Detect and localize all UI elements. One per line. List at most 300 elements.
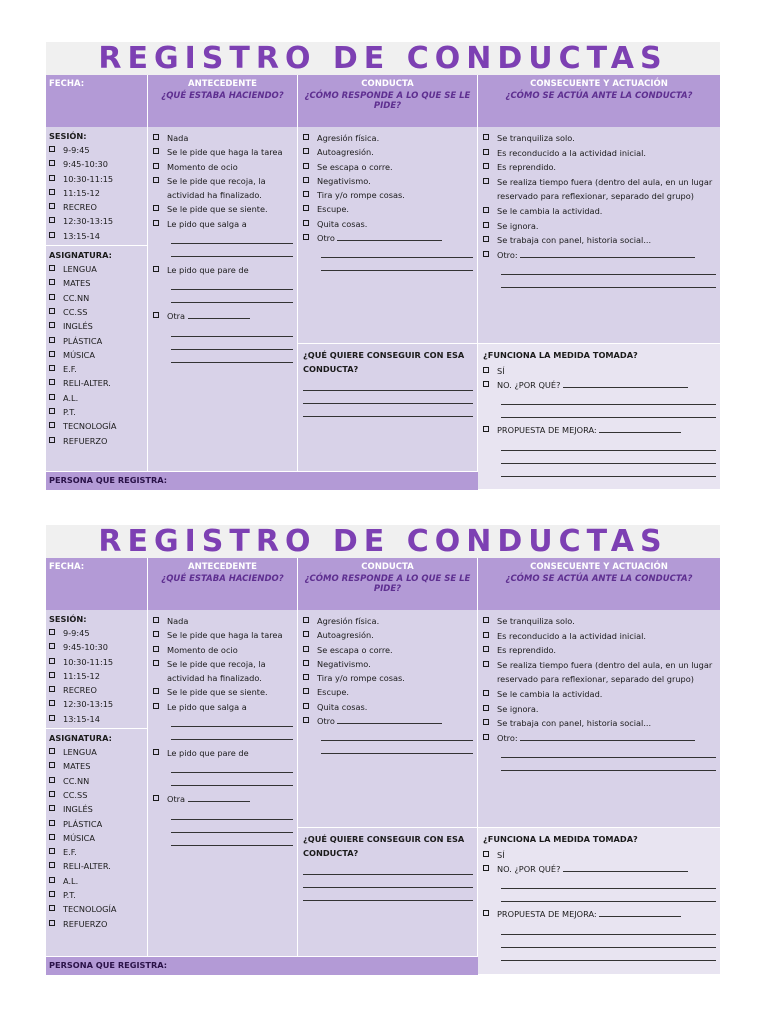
checkbox-row[interactable]	[49, 305, 144, 319]
checkbox[interactable]	[49, 308, 55, 314]
checkbox-row[interactable]	[303, 217, 473, 231]
checkbox-row[interactable]	[153, 657, 293, 686]
checkbox[interactable]	[483, 149, 489, 155]
write-line[interactable]	[321, 258, 473, 271]
write-line[interactable]	[501, 392, 716, 405]
checkbox[interactable]	[49, 715, 55, 721]
checkbox-row[interactable]	[483, 175, 716, 204]
checkbox[interactable]	[49, 905, 55, 911]
medida-cell	[478, 828, 720, 975]
consecuente-column	[478, 610, 720, 828]
checkbox[interactable]	[49, 189, 55, 195]
checkbox[interactable]	[153, 134, 159, 140]
checkbox[interactable]	[483, 632, 489, 638]
option-label: 12:30-13:15	[63, 216, 114, 227]
checkbox[interactable]	[49, 232, 55, 238]
checkbox-row[interactable]	[49, 831, 144, 845]
checkbox[interactable]	[49, 322, 55, 328]
option-label: CC.NN	[63, 775, 90, 786]
checkbox-row[interactable]	[483, 614, 716, 629]
checkbox-row[interactable]	[49, 712, 144, 726]
checkbox[interactable]	[483, 426, 489, 432]
write-line[interactable]	[171, 350, 293, 363]
write-line[interactable]	[501, 935, 716, 948]
checkbox[interactable]	[483, 178, 489, 184]
checkbox[interactable]	[153, 220, 159, 226]
form-grid	[46, 75, 720, 490]
checkbox-row[interactable]	[49, 434, 144, 448]
checkbox[interactable]	[49, 658, 55, 664]
option-label: PLÁSTICA	[63, 335, 103, 346]
write-line[interactable]	[171, 807, 293, 820]
option-label: Se escapa o corre.	[317, 644, 393, 655]
write-line[interactable]	[501, 438, 716, 451]
checkbox-row[interactable]	[49, 888, 144, 902]
write-line[interactable]	[303, 862, 473, 875]
checkbox[interactable]	[49, 422, 55, 428]
write-line[interactable]	[337, 715, 442, 724]
checkbox[interactable]	[303, 163, 309, 169]
consecuente-title: CONSECUENTE Y ACTUACIÓN	[530, 562, 668, 572]
checkbox-row[interactable]	[483, 364, 716, 378]
checkbox-row[interactable]	[153, 685, 293, 699]
option-label: REFUERZO	[63, 435, 108, 446]
option-label: Se le pide que haga la tarea	[167, 630, 283, 641]
checkbox[interactable]	[49, 146, 55, 152]
checkbox-row[interactable]	[153, 145, 293, 159]
write-line[interactable]	[501, 745, 716, 758]
checkbox-row[interactable]	[153, 792, 293, 806]
write-line[interactable]	[520, 249, 695, 258]
write-line[interactable]	[171, 277, 293, 290]
checkbox[interactable]	[483, 251, 489, 257]
checkbox[interactable]	[483, 719, 489, 725]
checkbox-row[interactable]	[49, 802, 144, 816]
checkbox-row[interactable]	[153, 643, 293, 657]
checkbox[interactable]	[303, 220, 309, 226]
checkbox[interactable]	[303, 674, 309, 680]
option-label: Otra	[167, 311, 186, 322]
option-label: Autoagresión.	[317, 147, 374, 158]
checkbox[interactable]	[49, 791, 55, 797]
checkbox[interactable]	[303, 148, 309, 154]
checkbox[interactable]	[153, 795, 159, 801]
write-line[interactable]	[501, 948, 716, 961]
form-title: REGISTRO DE CONDUCTAS	[46, 42, 720, 75]
write-line[interactable]	[171, 290, 293, 303]
checkbox-row[interactable]	[303, 231, 473, 245]
checkbox[interactable]	[153, 177, 159, 183]
checkbox-row[interactable]	[49, 788, 144, 802]
checkbox-row[interactable]	[49, 874, 144, 888]
option-label: Autoagresión.	[317, 630, 374, 641]
option-label: 9:45-10:30	[63, 642, 108, 653]
checkbox-row[interactable]	[153, 309, 293, 323]
persona-registra-label[interactable]: PERSONA QUE REGISTRA:	[46, 957, 478, 975]
checkbox-row[interactable]	[303, 628, 473, 642]
write-line[interactable]	[171, 231, 293, 244]
checkbox-row[interactable]	[49, 172, 144, 186]
checkbox[interactable]	[303, 205, 309, 211]
checkbox[interactable]	[49, 629, 55, 635]
checkbox[interactable]	[49, 805, 55, 811]
checkbox-row[interactable]	[303, 160, 473, 174]
write-line[interactable]	[563, 379, 688, 388]
write-line[interactable]	[188, 310, 250, 319]
write-line[interactable]	[171, 244, 293, 257]
checkbox-row[interactable]	[303, 614, 473, 628]
option-label: MATES	[63, 278, 91, 289]
checkbox-row[interactable]	[49, 774, 144, 788]
option-label: INGLÉS	[63, 804, 93, 815]
option-label: Negativismo.	[317, 658, 371, 669]
option-label: NO. ¿POR QUÉ?	[497, 863, 561, 874]
checkbox-row[interactable]	[153, 202, 293, 216]
write-line[interactable]	[501, 275, 716, 288]
checkbox-row[interactable]	[49, 655, 144, 669]
checkbox-row[interactable]	[303, 671, 473, 685]
write-line[interactable]	[599, 908, 681, 917]
write-line[interactable]	[501, 889, 716, 902]
option-label: Escupe.	[317, 204, 349, 215]
option-label: A.L.	[63, 875, 79, 886]
checkbox[interactable]	[153, 205, 159, 211]
write-line[interactable]	[501, 405, 716, 418]
checkbox-row[interactable]	[49, 759, 144, 773]
write-line[interactable]	[171, 820, 293, 833]
write-line[interactable]	[501, 464, 716, 477]
checkbox-row[interactable]	[303, 685, 473, 699]
checkbox-row[interactable]	[303, 174, 473, 188]
checkbox-row[interactable]	[49, 817, 144, 831]
checkbox[interactable]	[49, 820, 55, 826]
write-line[interactable]	[321, 728, 473, 741]
checkbox-row[interactable]	[153, 160, 293, 174]
checkbox-row[interactable]	[483, 687, 716, 702]
checkbox-row[interactable]	[483, 731, 716, 746]
checkbox[interactable]	[49, 700, 55, 706]
checkbox-row[interactable]	[483, 848, 716, 862]
checkbox[interactable]	[49, 777, 55, 783]
option-label: Se le cambia la actividad.	[497, 688, 603, 699]
checkbox[interactable]	[483, 865, 489, 871]
checkbox-row[interactable]	[49, 200, 144, 214]
checkbox[interactable]	[483, 163, 489, 169]
checkbox[interactable]	[49, 337, 55, 343]
checkbox-row[interactable]	[483, 629, 716, 644]
write-line[interactable]	[171, 324, 293, 337]
checkbox[interactable]	[49, 294, 55, 300]
checkbox-row[interactable]	[303, 643, 473, 657]
checkbox[interactable]	[483, 705, 489, 711]
sesion-block	[46, 127, 147, 245]
checkbox[interactable]	[483, 617, 489, 623]
checkbox[interactable]	[49, 862, 55, 868]
write-line[interactable]	[171, 773, 293, 786]
checkbox[interactable]	[483, 661, 489, 667]
write-line[interactable]	[303, 888, 473, 901]
checkbox-row[interactable]	[49, 319, 144, 333]
option-label: Se trabaja con panel, historia social...	[497, 718, 652, 729]
checkbox[interactable]	[49, 877, 55, 883]
checkbox[interactable]	[49, 175, 55, 181]
checkbox[interactable]	[303, 688, 309, 694]
option-label: CC.NN	[63, 292, 90, 303]
checkbox-row[interactable]	[483, 716, 716, 731]
checkbox[interactable]	[49, 437, 55, 443]
checkbox-row[interactable]	[483, 233, 716, 248]
option-label: Se escapa o corre.	[317, 161, 393, 172]
write-line[interactable]	[563, 863, 688, 872]
checkbox-row[interactable]	[303, 700, 473, 714]
write-line[interactable]	[520, 732, 695, 741]
checkbox[interactable]	[153, 312, 159, 318]
checkbox-row[interactable]	[49, 697, 144, 711]
checkbox-row[interactable]	[303, 714, 473, 728]
checkbox[interactable]	[49, 920, 55, 926]
checkbox-row[interactable]	[153, 217, 293, 231]
write-line[interactable]	[303, 404, 473, 417]
option-label: Nada	[167, 133, 189, 143]
option-label: LENGUA	[63, 747, 97, 758]
option-label: 9:45-10:30	[63, 159, 108, 170]
checkbox[interactable]	[303, 646, 309, 652]
write-line[interactable]	[171, 337, 293, 350]
checkbox-row[interactable]	[153, 263, 293, 277]
checkbox-row[interactable]	[303, 131, 473, 145]
option-label: Quita cosas.	[317, 218, 368, 229]
write-line[interactable]	[321, 245, 473, 258]
option-label: 9-9:45	[63, 145, 90, 155]
checkbox[interactable]	[49, 203, 55, 209]
checkbox[interactable]	[483, 646, 489, 652]
checkbox[interactable]	[483, 134, 489, 140]
checkbox[interactable]	[303, 134, 309, 140]
checkbox[interactable]	[49, 365, 55, 371]
checkbox[interactable]	[49, 279, 55, 285]
checkbox-row[interactable]	[483, 907, 716, 921]
conducta-column	[298, 127, 478, 344]
checkbox[interactable]	[303, 177, 309, 183]
write-line[interactable]	[501, 922, 716, 935]
checkbox[interactable]	[49, 265, 55, 271]
checkbox-row[interactable]	[49, 362, 144, 376]
conducta-header	[298, 75, 478, 127]
checkbox[interactable]	[303, 234, 309, 240]
checkbox[interactable]	[153, 646, 159, 652]
checkbox-row[interactable]	[49, 376, 144, 390]
option-label: 11:15-12	[63, 187, 100, 198]
checkbox-row[interactable]	[303, 145, 473, 159]
checkbox-row[interactable]	[483, 643, 716, 658]
consecuente-question: ¿CÓMO SE ACTÚA ANTE LA CONDUCTA?	[505, 574, 693, 584]
checkbox-row[interactable]	[483, 146, 716, 161]
checkbox-row[interactable]	[49, 391, 144, 405]
option-label: Otro	[317, 233, 335, 244]
checkbox-row[interactable]	[483, 862, 716, 876]
checkbox[interactable]	[153, 163, 159, 169]
checkbox-row[interactable]	[49, 186, 144, 200]
checkbox[interactable]	[483, 381, 489, 387]
write-line[interactable]	[501, 876, 716, 889]
checkbox-row[interactable]	[49, 419, 144, 433]
checkbox[interactable]	[483, 734, 489, 740]
checkbox[interactable]	[49, 394, 55, 400]
write-line[interactable]	[501, 758, 716, 771]
checkbox-row[interactable]	[303, 657, 473, 671]
checkbox[interactable]	[303, 660, 309, 666]
checkbox-row[interactable]	[483, 131, 716, 146]
checkbox-row[interactable]	[153, 131, 293, 145]
checkbox-row[interactable]	[49, 157, 144, 171]
checkbox-row[interactable]	[153, 700, 293, 714]
checkbox[interactable]	[483, 207, 489, 213]
medida-question: ¿FUNCIONA LA MEDIDA TOMADA?	[483, 349, 638, 360]
checkbox-row[interactable]	[483, 423, 716, 437]
write-line[interactable]	[171, 727, 293, 740]
checkbox-row[interactable]	[49, 214, 144, 228]
checkbox[interactable]	[153, 631, 159, 637]
option-label: 13:15-14	[63, 230, 100, 241]
form-sheet-1	[46, 42, 720, 490]
write-line[interactable]	[501, 451, 716, 464]
checkbox-row[interactable]	[153, 174, 293, 203]
checkbox-row[interactable]	[49, 334, 144, 348]
write-line[interactable]	[321, 741, 473, 754]
checkbox-row[interactable]	[49, 845, 144, 859]
checkbox-row[interactable]	[49, 229, 144, 243]
checkbox-row[interactable]	[49, 262, 144, 276]
checkbox-row[interactable]	[153, 628, 293, 642]
option-label: Se tranquiliza solo.	[497, 133, 575, 143]
checkbox[interactable]	[303, 191, 309, 197]
checkbox[interactable]	[49, 408, 55, 414]
checkbox-row[interactable]	[49, 291, 144, 305]
checkbox-row[interactable]	[49, 745, 144, 759]
conducta-title: CONDUCTA	[361, 562, 414, 572]
checkbox-row[interactable]	[49, 669, 144, 683]
option-label: 10:30-11:15	[63, 173, 114, 184]
antecedente-header	[148, 558, 298, 610]
checkbox-row[interactable]	[49, 902, 144, 916]
option-label: Le pido que salga a	[167, 701, 247, 712]
form-title: REGISTRO DE CONDUCTAS	[46, 525, 720, 558]
write-line[interactable]	[171, 760, 293, 773]
write-line[interactable]	[501, 262, 716, 275]
conducta-header	[298, 558, 478, 610]
checkbox[interactable]	[153, 703, 159, 709]
checkbox[interactable]	[483, 222, 489, 228]
write-line[interactable]	[171, 833, 293, 846]
option-label: 9-9:45	[63, 628, 90, 638]
conducta-title: CONDUCTA	[361, 79, 414, 89]
checkbox[interactable]	[153, 749, 159, 755]
checkbox[interactable]	[303, 717, 309, 723]
checkbox[interactable]	[49, 643, 55, 649]
checkbox[interactable]	[153, 660, 159, 666]
checkbox-row[interactable]	[483, 204, 716, 219]
checkbox-row[interactable]	[483, 378, 716, 392]
checkbox[interactable]	[483, 690, 489, 696]
checkbox[interactable]	[49, 762, 55, 768]
checkbox[interactable]	[153, 617, 159, 623]
checkbox[interactable]	[49, 351, 55, 357]
option-label: E.F.	[63, 364, 77, 375]
asignatura-list	[49, 262, 144, 448]
persona-registra-label[interactable]: PERSONA QUE REGISTRA:	[46, 472, 478, 490]
checkbox-row[interactable]	[49, 405, 144, 419]
option-label: Es reprendido.	[497, 645, 557, 656]
checkbox[interactable]	[49, 748, 55, 754]
consecuente-title: CONSECUENTE Y ACTUACIÓN	[530, 79, 668, 89]
medida-cell	[478, 344, 720, 490]
checkbox[interactable]	[49, 217, 55, 223]
checkbox[interactable]	[49, 848, 55, 854]
checkbox-row[interactable]	[49, 640, 144, 654]
write-line[interactable]	[171, 714, 293, 727]
consecuente-column	[478, 127, 720, 344]
checkbox[interactable]	[49, 672, 55, 678]
checkbox[interactable]	[49, 686, 55, 692]
checkbox-row[interactable]	[153, 614, 293, 628]
checkbox[interactable]	[49, 834, 55, 840]
write-line[interactable]	[188, 793, 250, 802]
checkbox-row[interactable]	[49, 683, 144, 697]
checkbox[interactable]	[153, 148, 159, 154]
checkbox[interactable]	[153, 688, 159, 694]
checkbox-row[interactable]	[153, 746, 293, 760]
checkbox-row[interactable]	[49, 626, 144, 640]
write-line[interactable]	[599, 424, 681, 433]
left-column	[46, 127, 148, 472]
write-line[interactable]	[303, 391, 473, 404]
write-line[interactable]	[303, 875, 473, 888]
write-line[interactable]	[337, 232, 442, 241]
checkbox[interactable]	[153, 266, 159, 272]
checkbox[interactable]	[303, 703, 309, 709]
checkbox[interactable]	[303, 617, 309, 623]
checkbox-row[interactable]	[303, 202, 473, 216]
fecha-label[interactable]: FECHA:	[46, 558, 148, 610]
checkbox-row[interactable]	[303, 188, 473, 202]
checkbox[interactable]	[303, 631, 309, 637]
checkbox[interactable]	[483, 367, 489, 373]
option-label: RELI-ALTER.	[63, 378, 111, 389]
checkbox-row[interactable]	[483, 702, 716, 717]
option-label: Momento de ocio	[167, 644, 238, 655]
checkbox[interactable]	[49, 891, 55, 897]
checkbox[interactable]	[49, 160, 55, 166]
checkbox-row[interactable]	[483, 219, 716, 234]
checkbox[interactable]	[483, 851, 489, 857]
checkbox-row[interactable]	[49, 859, 144, 873]
checkbox-row[interactable]	[49, 348, 144, 362]
fecha-label[interactable]: FECHA:	[46, 75, 148, 127]
checkbox-row[interactable]	[49, 276, 144, 290]
checkbox-row[interactable]	[49, 917, 144, 931]
write-line[interactable]	[303, 378, 473, 391]
option-label: Se ignora.	[497, 220, 539, 231]
checkbox-row[interactable]	[49, 143, 144, 157]
checkbox-row[interactable]	[483, 160, 716, 175]
option-label: Es reconducido a la actividad inicial.	[497, 630, 646, 641]
checkbox[interactable]	[483, 910, 489, 916]
checkbox[interactable]	[483, 236, 489, 242]
option-label: MÚSICA	[63, 832, 95, 843]
checkbox-row[interactable]	[483, 248, 716, 263]
checkbox-row[interactable]	[483, 658, 716, 687]
checkbox[interactable]	[49, 379, 55, 385]
